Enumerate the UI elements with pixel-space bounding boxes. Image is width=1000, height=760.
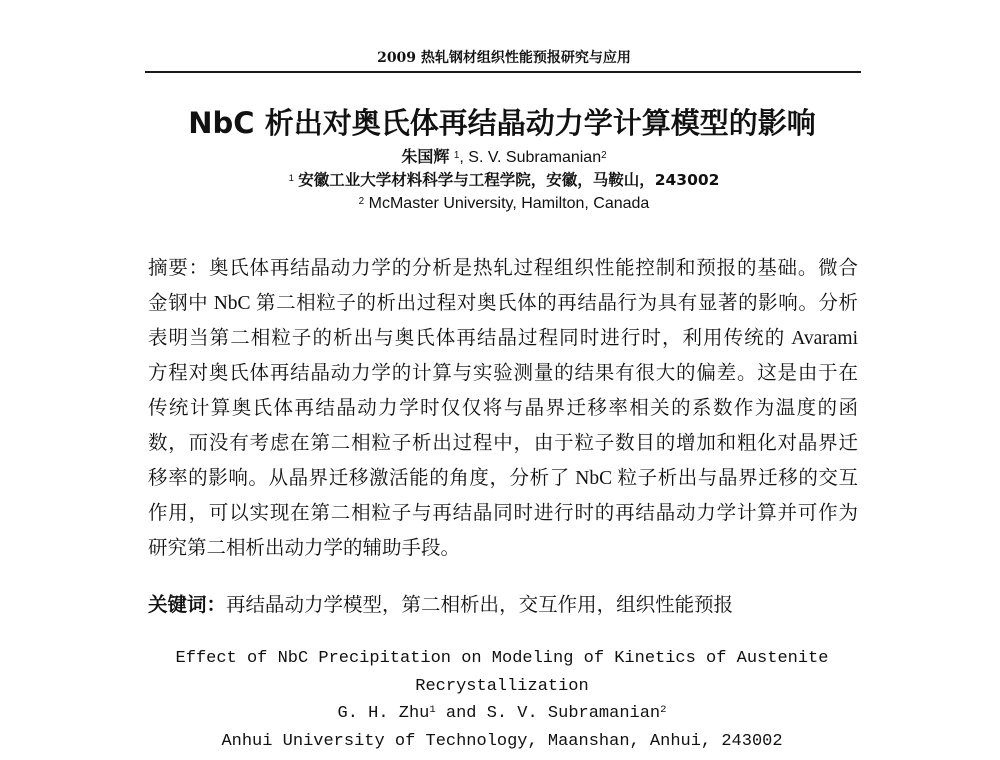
english-author-conjunction: and <box>445 704 477 723</box>
abstract-line: 金钢中 NbC 第二相粒子的析出过程对奥氏体的再结晶行为具有显著的影响。分析 <box>148 293 858 314</box>
english-title-line: Effect of NbC Precipitation on Modeling of Kinetics of Austenite <box>175 649 829 668</box>
abstract-line: 研究第二相析出动力学的辅助手段。 <box>148 538 461 559</box>
abstract-label: 摘要： <box>148 258 209 279</box>
english-author-1-mark: 1 <box>429 704 436 717</box>
abstract-line: 作用，可以实现在第二相粒子与再结晶同时进行时的再结晶动力学计算并可作为 <box>148 503 858 524</box>
abstract-line: 移率的影响。从晶界迁移激活能的角度，分析了 NbC 粒子析出与晶界迁移的交互 <box>148 468 858 489</box>
keyword-separator: ， <box>596 595 617 616</box>
abstract <box>148 251 858 566</box>
keywords <box>148 587 858 622</box>
abstract-line: 方程对奥氏体再结晶动力学的计算与实验测量的结果有很大的偏差。这是由于在 <box>148 363 858 384</box>
english-affiliation: Anhui University of Technology, Maanshan, Anhui, 243002 <box>221 731 783 751</box>
affiliation-1-text: 安徽工业大学材料科学与工程学院，安徽，马鞍山，243002 <box>298 171 720 189</box>
author-separator: , <box>459 149 464 166</box>
header-rule <box>145 71 861 73</box>
english-author-2-mark: 2 <box>660 704 667 717</box>
abstract-line: 传统计算奥氏体再结晶动力学时仅仅将与晶界迁移率相关的系数作为温度的函 <box>148 398 858 419</box>
affiliation-2-text: McMaster University, Hamilton, Canada <box>368 195 650 212</box>
english-title-line: Recrystallization <box>415 676 589 696</box>
keywords-label: 关键词： <box>148 593 227 616</box>
author-2-name: S. V. Subramanian <box>468 149 602 166</box>
affiliation-2 <box>8 193 1000 215</box>
keyword: 第二相析出 <box>401 595 500 616</box>
english-author-line <box>4 700 1000 728</box>
affiliation-1-mark: 1 <box>288 172 294 184</box>
keyword-separator: ， <box>499 595 519 616</box>
author-1-affiliation-mark: 1 <box>453 149 460 161</box>
abstract-line <box>148 251 858 286</box>
keyword: 再结晶动力学模型 <box>226 595 383 616</box>
author-line <box>8 146 1000 168</box>
author-1-name: 朱国辉 <box>401 147 450 166</box>
paper-title: NbC 析出对奥氏体再结晶动力学计算模型的影响 <box>188 106 816 140</box>
english-author-1-name: G. H. Zhu <box>337 704 430 723</box>
english-front-matter <box>4 645 1000 755</box>
english-author-2-name: S. V. Subramanian <box>486 704 661 723</box>
keyword-separator: ， <box>382 595 402 616</box>
keyword: 交互作用 <box>518 595 597 616</box>
author-2-affiliation-mark: 2 <box>601 149 607 161</box>
affiliation-2-mark: 2 <box>358 195 365 207</box>
abstract-line-text: 奥氏体再结晶动力学的分析是热轧过程组织性能控制和预报的基础。微合 <box>208 258 858 279</box>
running-header: 2009 热轧钢材组织性能预报研究与应用 <box>377 50 631 66</box>
affiliation-1 <box>8 169 1000 191</box>
abstract-line: 表明当第二相粒子的析出与奥氏体再结晶过程同时进行时，利用传统的 Avarami <box>148 328 858 349</box>
abstract-line: 数，而没有考虑在第二相粒子析出过程中，由于粒子数目的增加和粗化对晶界迁 <box>148 433 858 454</box>
keyword: 组织性能预报 <box>616 595 734 616</box>
